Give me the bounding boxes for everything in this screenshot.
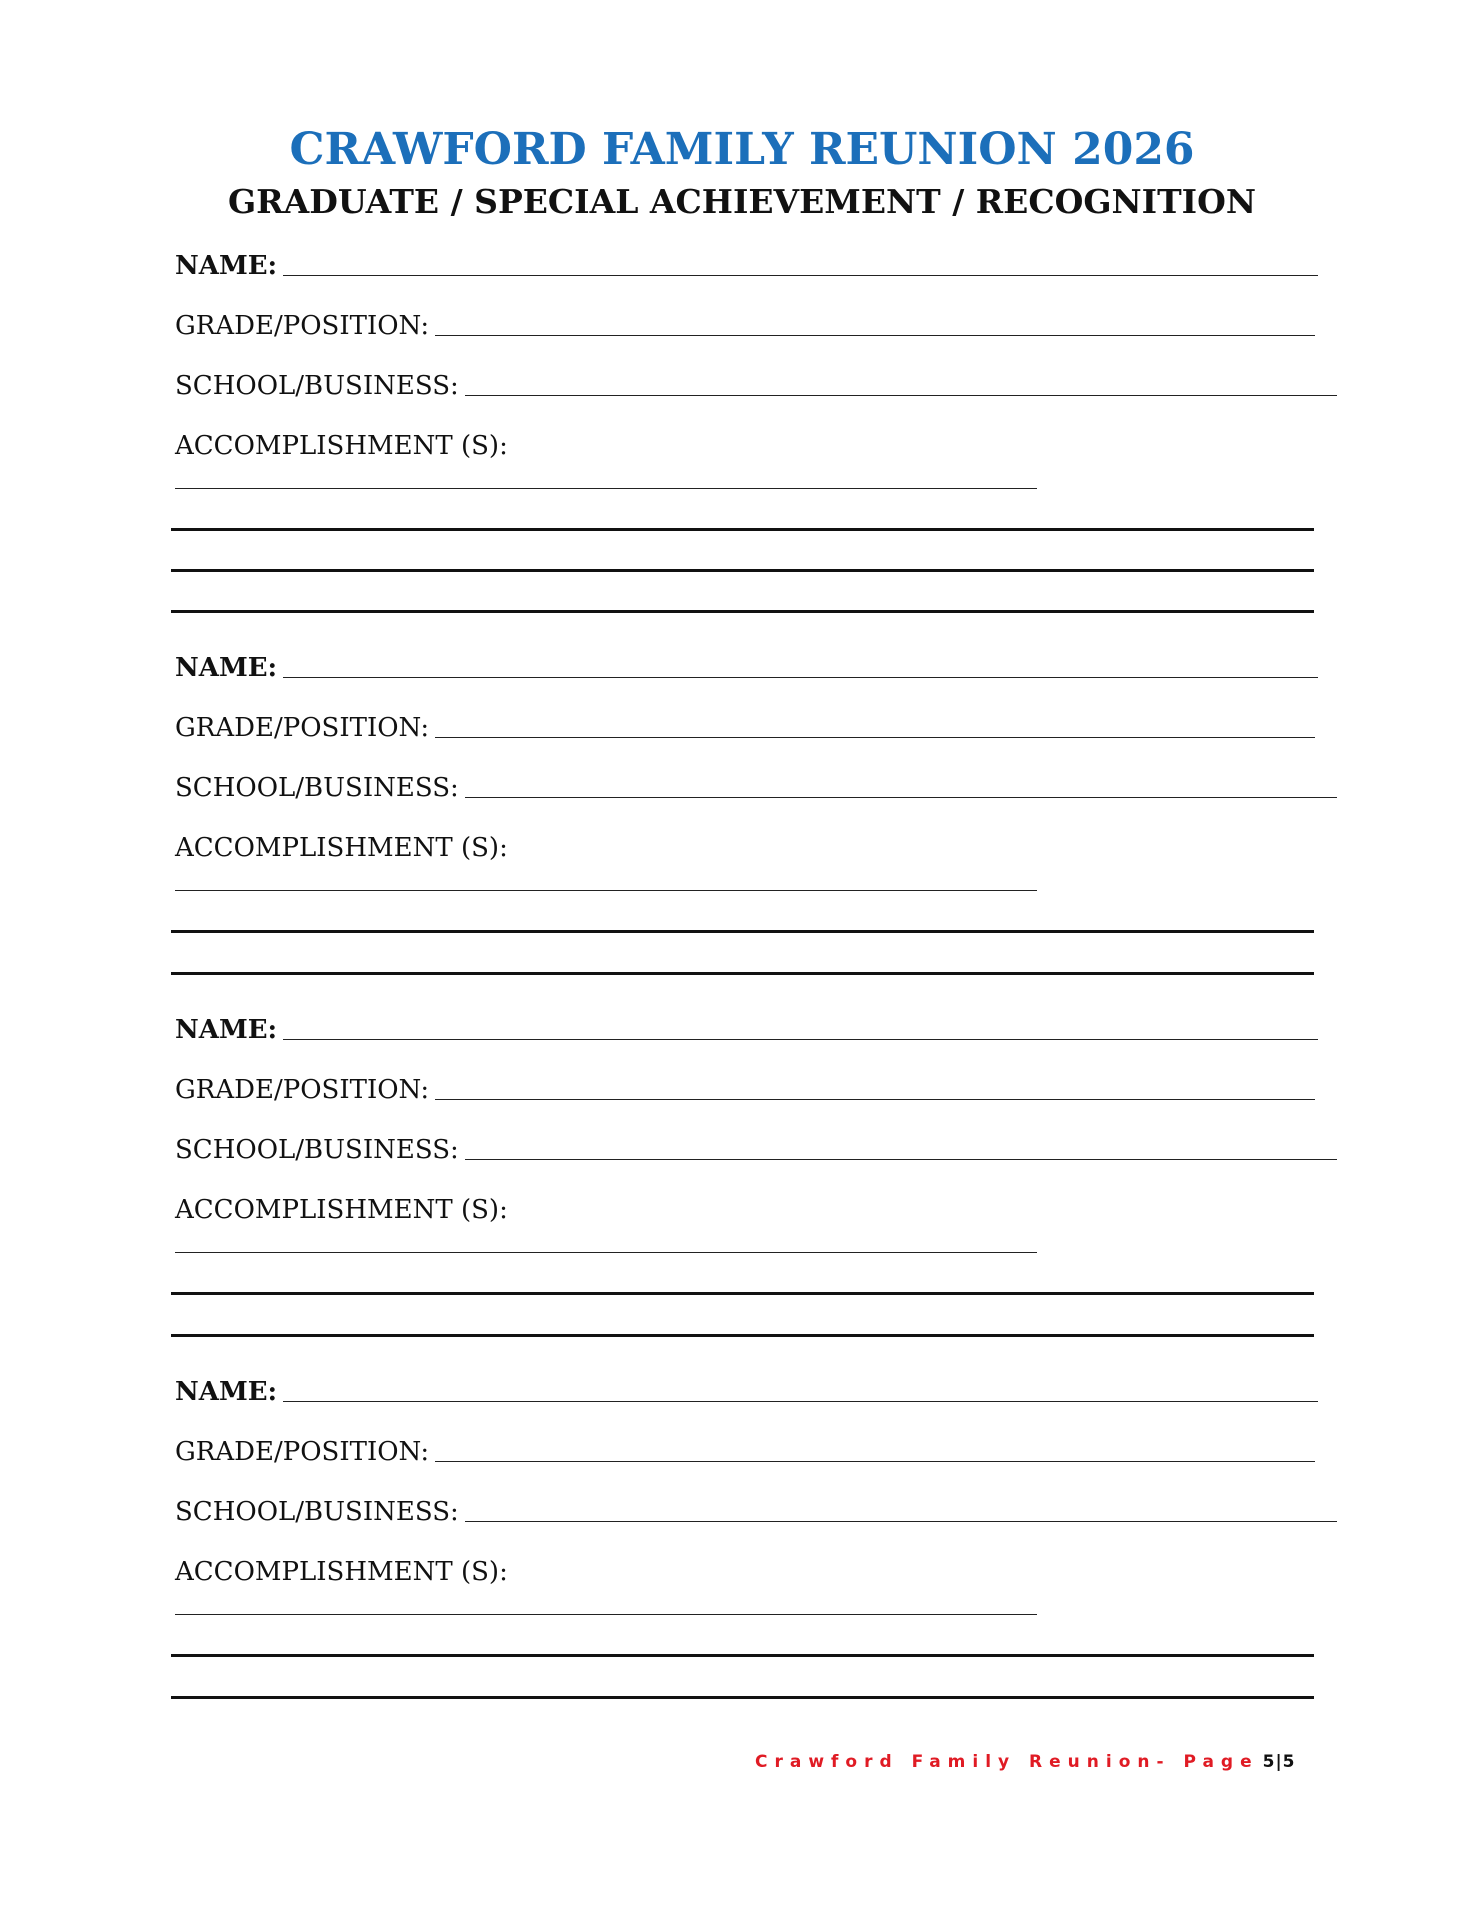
accomplishment-line[interactable] <box>171 569 1314 572</box>
accomplishment-line[interactable] <box>171 1334 1314 1337</box>
school-label: SCHOOL/BUSINESS: <box>175 1135 459 1165</box>
accomplishment-line[interactable] <box>171 528 1314 531</box>
school-field[interactable] <box>465 395 1337 396</box>
grade-field[interactable] <box>435 1461 1315 1462</box>
school-row <box>175 1130 1337 1166</box>
school-row <box>175 366 1337 402</box>
accomplishment-field[interactable] <box>175 1614 1037 1615</box>
page-subtitle: GRADUATE / SPECIAL ACHIEVEMENT / RECOGNITION <box>227 182 1257 221</box>
school-label: SCHOOL/BUSINESS: <box>175 1497 459 1527</box>
accomplishment-row <box>175 828 508 864</box>
school-row <box>175 768 1337 804</box>
accomplishment-field[interactable] <box>175 488 1037 489</box>
grade-label: GRADE/POSITION: <box>175 1075 430 1105</box>
grade-row <box>175 306 1315 342</box>
school-row <box>175 1492 1337 1528</box>
accomplishment-line[interactable] <box>171 610 1314 613</box>
school-field[interactable] <box>465 1159 1337 1160</box>
name-field[interactable] <box>283 275 1318 276</box>
page-title: CRAWFORD FAMILY REUNION 2026 <box>289 124 1195 175</box>
name-row <box>175 246 1318 282</box>
name-field[interactable] <box>283 1401 1318 1402</box>
grade-row <box>175 1070 1315 1106</box>
school-label: SCHOOL/BUSINESS: <box>175 371 459 401</box>
name-label: NAME: <box>175 251 278 281</box>
name-label: NAME: <box>175 1015 278 1045</box>
name-label: NAME: <box>175 653 278 683</box>
accomplishment-row <box>175 1190 508 1226</box>
name-label: NAME: <box>175 1377 278 1407</box>
accomplishment-field[interactable] <box>175 1252 1037 1253</box>
page-footer <box>755 1750 1296 1774</box>
page-number: 5|5 <box>1262 1752 1296 1772</box>
accomplishment-row <box>175 426 508 462</box>
grade-label: GRADE/POSITION: <box>175 713 430 743</box>
name-field[interactable] <box>283 677 1318 678</box>
footer-text: Crawford Family Reunion- Page <box>755 1752 1259 1772</box>
accomplishment-line[interactable] <box>171 972 1314 975</box>
accomplishment-label: ACCOMPLISHMENT (S): <box>175 431 508 461</box>
name-field[interactable] <box>283 1039 1318 1040</box>
accomplishment-row <box>175 1552 508 1588</box>
accomplishment-field[interactable] <box>175 890 1037 891</box>
grade-field[interactable] <box>435 1099 1315 1100</box>
name-row <box>175 648 1318 684</box>
name-row <box>175 1010 1318 1046</box>
grade-label: GRADE/POSITION: <box>175 311 430 341</box>
accomplishment-label: ACCOMPLISHMENT (S): <box>175 1557 508 1587</box>
school-field[interactable] <box>465 797 1337 798</box>
accomplishment-line[interactable] <box>171 1292 1314 1295</box>
grade-field[interactable] <box>435 737 1315 738</box>
school-label: SCHOOL/BUSINESS: <box>175 773 459 803</box>
name-row <box>175 1372 1318 1408</box>
accomplishment-line[interactable] <box>171 930 1314 933</box>
accomplishment-label: ACCOMPLISHMENT (S): <box>175 833 508 863</box>
grade-row <box>175 708 1315 744</box>
grade-label: GRADE/POSITION: <box>175 1437 430 1467</box>
grade-field[interactable] <box>435 335 1315 336</box>
accomplishment-label: ACCOMPLISHMENT (S): <box>175 1195 508 1225</box>
accomplishment-line[interactable] <box>171 1696 1314 1699</box>
school-field[interactable] <box>465 1521 1337 1522</box>
accomplishment-line[interactable] <box>171 1654 1314 1657</box>
grade-row <box>175 1432 1315 1468</box>
